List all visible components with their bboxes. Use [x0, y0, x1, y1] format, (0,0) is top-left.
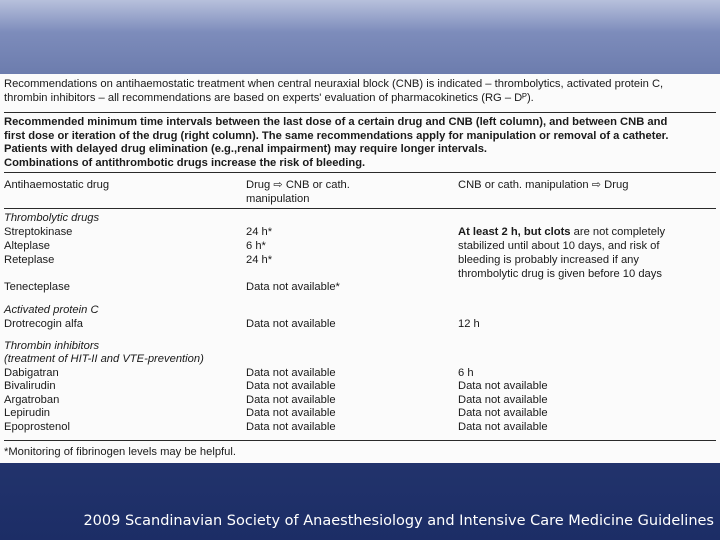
drug-tenecteplase: Tenecteplase: [4, 281, 70, 293]
after-bivalirudin: Data not available: [458, 380, 548, 392]
before-lepirudin: Data not available: [246, 407, 336, 419]
after-lepirudin: Data not available: [458, 407, 548, 419]
group-activated-protein-c: Activated protein C: [4, 304, 99, 316]
drug-bivalirudin: Bivalirudin: [4, 380, 56, 392]
drug-lepirudin: Lepirudin: [4, 407, 51, 419]
drug-dabigatran: Dabigatran: [4, 367, 59, 379]
header-before-cnb: Drug ⇨ CNB or cath.: [246, 179, 350, 191]
after-drotrecogin: 12 h: [458, 318, 480, 330]
drug-streptokinase: Streptokinase: [4, 226, 73, 238]
divider: [4, 208, 716, 209]
before-streptokinase: 24 h*: [246, 226, 273, 238]
before-reteplase: 24 h*: [246, 254, 273, 266]
divider: [4, 440, 716, 441]
guideline-table-panel: [0, 74, 720, 463]
after-argatroban: Data not available: [458, 394, 548, 406]
header-after-cnb: CNB or cath. manipulation ⇨ Drug: [458, 179, 629, 191]
before-drotrecogin: Data not available: [246, 318, 336, 330]
before-tenecteplase: Data not available*: [246, 281, 340, 293]
drug-argatroban: Argatroban: [4, 394, 60, 406]
divider: [4, 112, 716, 113]
group-thrombin-inhibitors: Thrombin inhibitors: [4, 340, 100, 352]
drug-reteplase: Reteplase: [4, 254, 55, 266]
before-dabigatran: Data not available: [246, 367, 336, 379]
thrombolytic-note-line-2: stabilized until about 10 days, and risk of: [458, 240, 660, 252]
after-epoprostenol: Data not available: [458, 421, 548, 433]
drug-drotrecogin: Drotrecogin alfa: [4, 318, 83, 330]
recommendation-text: [4, 116, 716, 170]
drug-epoprostenol: Epoprostenol: [4, 421, 70, 433]
before-alteplase: 6 h*: [246, 240, 266, 252]
slide-footer: 2009 Scandinavian Society of Anaesthesiology and Intensive Care Medicine Guidelines: [83, 513, 714, 529]
before-argatroban: Data not available: [246, 394, 336, 406]
before-epoprostenol: Data not available: [246, 421, 336, 433]
recommendation-line-4: Combinations of antithrombotic drugs increase the risk of bleeding.: [4, 156, 366, 169]
thrombolytic-note-rest: are not completely: [570, 226, 666, 238]
footnote: *Monitoring of fibrinogen levels may be helpful.: [4, 446, 236, 458]
drug-alteplase: Alteplase: [4, 240, 51, 252]
recommendation-line-1: Recommended minimum time intervals between the last dose of a certain drug and CNB (left column), and between CNB and: [4, 116, 668, 128]
before-bivalirudin: Data not available: [246, 380, 336, 392]
divider: [4, 172, 716, 173]
intro-text: [4, 78, 716, 105]
thrombolytic-note-line-4: thrombolytic drug is given before 10 days: [458, 268, 662, 280]
recommendation-line-2: first dose or iteration of the drug (right column). The same recommendations apply for manipulation or removal of a catheter.: [4, 129, 669, 142]
group-thrombin-inhibitors-sub: (treatment of HIT-II and VTE-prevention): [4, 353, 204, 365]
group-thrombolytic: Thrombolytic drugs: [4, 212, 100, 224]
intro-line-1: Recommendations on antihaemostatic treatment when central neuraxial block (CNB) is indicated – thrombolytics, activated protein C,: [4, 78, 664, 90]
header-drug: Antihaemostatic drug: [4, 179, 110, 191]
intro-line-2: thrombin inhibitors – all recommendations are based on experts' evaluation of pharmacokinetics (RG – Dᴾ).: [4, 91, 534, 104]
thrombolytic-note-bold: At least 2 h, but clots: [458, 226, 571, 238]
after-dabigatran: 6 h: [458, 367, 474, 379]
thrombolytic-note-line-1: [458, 226, 665, 240]
header-before-cnb-2: manipulation: [246, 193, 310, 205]
thrombolytic-note-line-3: bleeding is probably increased if any: [458, 254, 639, 266]
recommendation-line-3: Patients with delayed drug elimination (e.g.,renal impairment) may require longer intervals.: [4, 143, 488, 156]
